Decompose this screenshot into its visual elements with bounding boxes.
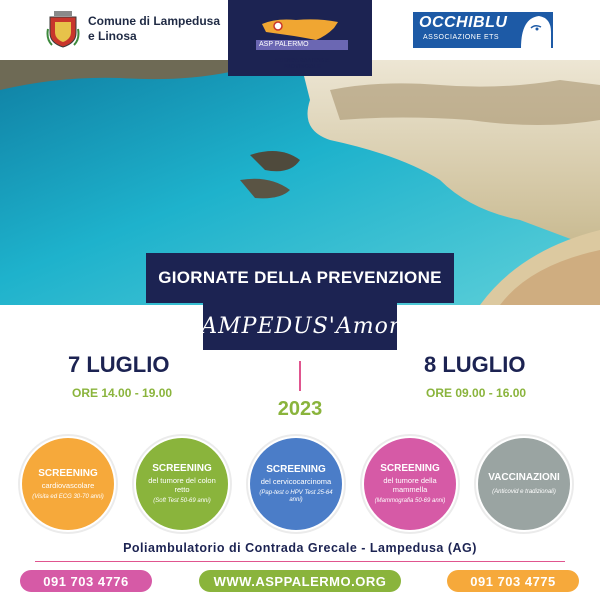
- event-subtitle: LAMPEDUS'Amore: [185, 313, 415, 339]
- event-title: GIORNATE DELLA PREVENZIONE: [158, 268, 442, 287]
- phone-right[interactable]: 091 703 4775: [447, 570, 579, 592]
- asp-logo: [228, 0, 372, 76]
- service-title: SCREENING: [266, 464, 326, 475]
- comune-logo: [46, 9, 228, 49]
- occhiblu-logo: [413, 12, 553, 48]
- phone-left[interactable]: 091 703 4776: [20, 570, 152, 592]
- service-note: (Mammografia 50-69 anni): [374, 498, 446, 504]
- right-time: ORE 09.00 - 16.00: [426, 386, 527, 400]
- header: [0, 0, 600, 70]
- address-underline: [35, 561, 565, 562]
- service-title: SCREENING: [152, 463, 212, 474]
- service-description: del tumore della mammella: [383, 476, 437, 494]
- occhiblu-title: OCCHIBLU: [419, 14, 508, 31]
- circle-ring: [132, 434, 232, 534]
- subtitle-banner: [185, 302, 415, 350]
- service-cardiovascular: [22, 438, 114, 530]
- left-time: ORE 14.00 - 19.00: [72, 386, 173, 400]
- comune-name: Comune di Lampedusa e Linosa: [88, 14, 221, 43]
- website-link[interactable]: WWW.ASPPALERMO.ORG: [199, 570, 401, 592]
- service-title: SCREENING: [380, 463, 440, 474]
- service-note: (Visita ed ECG 30-70 anni): [32, 493, 104, 500]
- date-divider: [299, 361, 301, 391]
- circle-ring: [474, 434, 574, 534]
- service-cervical: [250, 438, 342, 530]
- service-note: (Soft Test 50-69 anni): [153, 498, 211, 504]
- left-date: 7 LUGLIO: [68, 352, 170, 377]
- right-date: 8 LUGLIO: [424, 352, 526, 377]
- service-note: (Anticovid e tradizionali): [492, 489, 556, 495]
- crest-icon: [46, 9, 80, 49]
- title-banner: [146, 253, 454, 303]
- service-vaccinations: [478, 438, 570, 530]
- service-colon: [136, 438, 228, 530]
- service-title: SCREENING: [38, 467, 98, 479]
- circle-ring: [246, 434, 346, 534]
- circle-ring: [360, 434, 460, 534]
- clinic-address: Poliambulatorio di Contrada Grecale - Lampedusa (AG): [123, 541, 477, 555]
- service-title: VACCINAZIONI: [488, 472, 560, 483]
- face-icon: [517, 12, 553, 48]
- circle-ring: [18, 434, 118, 534]
- service-description: del tumore del colon retto: [148, 476, 216, 494]
- year: 2023: [277, 398, 323, 420]
- service-note: (Pap-test o HPV Test 25-64 anni): [259, 490, 333, 503]
- asp-subtitle: AZIENDA SANITARIA PROVINCIALE: [274, 58, 330, 70]
- service-breast: [364, 438, 456, 530]
- service-description: cardiovascolare: [41, 480, 95, 490]
- occhiblu-subtitle: ASSOCIAZIONE ETS: [423, 34, 500, 41]
- asp-title: ASP PALERMO: [256, 40, 348, 50]
- service-description: del cervicocarcinoma: [260, 477, 332, 486]
